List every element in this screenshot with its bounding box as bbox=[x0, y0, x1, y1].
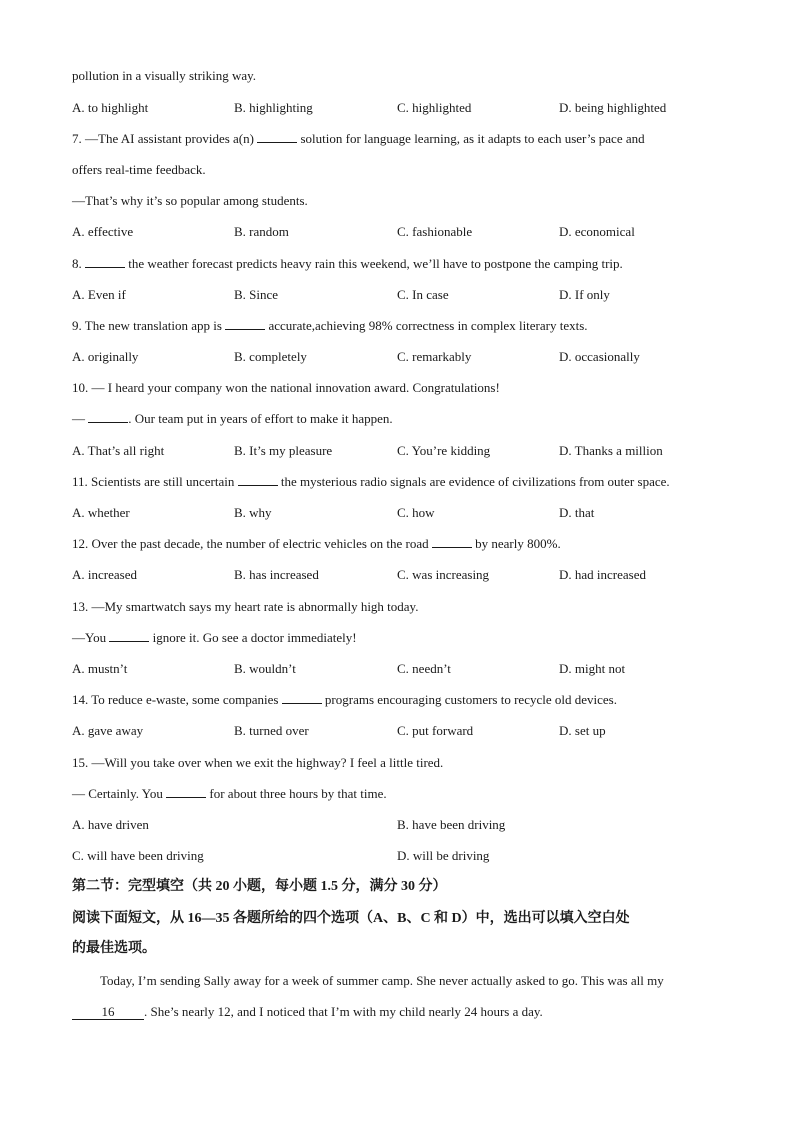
section2-instruction-line1: 阅读下面短文，从 16—35 各题所给的四个选项（A、B、C 和 D）中，选出可以填入空白处 bbox=[72, 911, 630, 926]
q7-stem-line1 bbox=[72, 131, 645, 147]
q14-option-c: C. put forward bbox=[397, 723, 474, 738]
q10-dash: — bbox=[72, 411, 85, 426]
q10-option-c: C. You’re kidding bbox=[397, 443, 491, 458]
q15-stem-pre: — Certainly. You bbox=[72, 786, 163, 801]
q8-stem bbox=[72, 256, 623, 272]
q12-stem bbox=[72, 536, 561, 552]
q11-stem bbox=[72, 474, 670, 490]
q7-option-a: A. effective bbox=[72, 224, 134, 239]
q12-option-c: C. was increasing bbox=[397, 567, 490, 582]
q12-option-b: B. has increased bbox=[234, 567, 319, 582]
q8-option-b: B. Since bbox=[234, 287, 279, 302]
q15-option-b: B. have been driving bbox=[397, 817, 506, 832]
passage-line2 bbox=[72, 1004, 543, 1020]
q14-stem bbox=[72, 692, 617, 708]
q7-stem-pre: 7. —The AI assistant provides a(n) bbox=[72, 131, 254, 146]
q13-option-c: C. needn’t bbox=[397, 661, 451, 676]
q13-option-b: B. wouldn’t bbox=[234, 661, 296, 676]
q12-option-d: D. had increased bbox=[559, 567, 646, 582]
q9-option-c: C. remarkably bbox=[397, 349, 472, 364]
q15-stem-post: for about three hours by that time. bbox=[209, 786, 387, 801]
q9-stem-post: accurate,achieving 98% correctness in complex literary texts. bbox=[268, 318, 588, 333]
q6-option-a: A. to highlight bbox=[72, 100, 149, 115]
q15-blank bbox=[166, 786, 206, 798]
q13-stem-post: ignore it. Go see a doctor immediately! bbox=[152, 630, 357, 645]
q7-blank bbox=[257, 131, 297, 143]
blank-16: 16 bbox=[72, 1005, 144, 1020]
q8-blank bbox=[85, 256, 125, 268]
q14-blank bbox=[282, 692, 322, 704]
q9-blank bbox=[225, 318, 265, 330]
q7-option-d: D. economical bbox=[559, 224, 635, 239]
q10-stem-line2 bbox=[72, 411, 393, 427]
q15-option-a: A. have driven bbox=[72, 817, 149, 832]
q10-blank bbox=[88, 411, 128, 423]
passage-line1: Today, I’m sending Sally away for a week of summer camp. She never actually asked to go. This was all my bbox=[100, 973, 664, 988]
q10-option-b: B. It’s my pleasure bbox=[234, 443, 333, 458]
q10-option-a: A. That’s all right bbox=[72, 443, 165, 458]
q10-option-d: D. Thanks a million bbox=[559, 443, 663, 458]
q11-blank bbox=[238, 474, 278, 486]
q9-stem-pre: 9. The new translation app is bbox=[72, 318, 222, 333]
q13-option-a: A. mustn’t bbox=[72, 661, 128, 676]
q7-option-c: C. fashionable bbox=[397, 224, 473, 239]
q8-stem-post: the weather forecast predicts heavy rain this weekend, we’ll have to postpone the camping trip. bbox=[128, 256, 623, 271]
q10-stem-post: . Our team put in years of effort to make it happen. bbox=[128, 411, 393, 426]
q8-number: 8. bbox=[72, 256, 82, 271]
q6-option-d: D. being highlighted bbox=[559, 100, 667, 115]
q15-option-c: C. will have been driving bbox=[72, 848, 204, 863]
q6-option-b: B. highlighting bbox=[234, 100, 313, 115]
q11-option-c: C. how bbox=[397, 505, 435, 520]
q12-stem-post: by nearly 800%. bbox=[475, 536, 561, 551]
q6-option-c: C. highlighted bbox=[397, 100, 472, 115]
section2-instruction-line2: 的最佳选项。 bbox=[72, 941, 156, 956]
q12-option-a: A. increased bbox=[72, 567, 137, 582]
q9-stem bbox=[72, 318, 588, 334]
q14-stem-post: programs encouraging customers to recycle old devices. bbox=[324, 692, 617, 707]
q11-stem-pre: 11. Scientists are still uncertain bbox=[72, 474, 235, 489]
q13-stem-line2 bbox=[72, 630, 357, 646]
q11-stem-post: the mysterious radio signals are evidence of civilizations from outer space. bbox=[280, 474, 670, 489]
q13-stem-line1: 13. —My smartwatch says my heart rate is abnormally high today. bbox=[72, 599, 419, 614]
q15-option-d: D. will be driving bbox=[397, 848, 490, 863]
q12-stem-pre: 12. Over the past decade, the number of electric vehicles on the road bbox=[72, 536, 429, 551]
q9-option-b: B. completely bbox=[234, 349, 307, 364]
q15-stem-line2 bbox=[72, 786, 387, 802]
passage-line2-post: . She’s nearly 12, and I noticed that I’m with my child nearly 24 hours a day. bbox=[144, 1004, 543, 1019]
q14-stem-pre: 14. To reduce e-waste, some companies bbox=[72, 692, 279, 707]
q13-blank bbox=[109, 630, 149, 642]
q13-stem-pre: —You bbox=[72, 630, 107, 645]
q7-stem-line2: offers real-time feedback. bbox=[72, 162, 206, 177]
q14-option-b: B. turned over bbox=[234, 723, 309, 738]
q13-option-d: D. might not bbox=[559, 661, 626, 676]
q11-option-b: B. why bbox=[234, 505, 272, 520]
q8-option-c: C. In case bbox=[397, 287, 449, 302]
q7-stem-post: solution for language learning, as it adapts to each user’s pace and bbox=[300, 131, 645, 146]
q6-tail: pollution in a visually striking way. bbox=[72, 68, 257, 83]
section2-title: 第二节：完型填空（共 20 小题，每小题 1.5 分，满分 30 分） bbox=[72, 879, 447, 894]
q8-option-a: A. Even if bbox=[72, 287, 126, 302]
q14-option-d: D. set up bbox=[559, 723, 606, 738]
q12-blank bbox=[432, 536, 472, 548]
q11-option-a: A. whether bbox=[72, 505, 130, 520]
q14-option-a: A. gave away bbox=[72, 723, 144, 738]
q11-option-d: D. that bbox=[559, 505, 595, 520]
q7-option-b: B. random bbox=[234, 224, 289, 239]
q9-option-a: A. originally bbox=[72, 349, 139, 364]
q7-stem-line3: —That’s why it’s so popular among students. bbox=[72, 193, 308, 208]
q15-stem-line1: 15. —Will you take over when we exit the highway? I feel a little tired. bbox=[72, 755, 444, 770]
q8-option-d: D. If only bbox=[559, 287, 610, 302]
q10-stem-line1: 10. — I heard your company won the national innovation award. Congratulations! bbox=[72, 380, 500, 395]
q9-option-d: D. occasionally bbox=[559, 349, 640, 364]
